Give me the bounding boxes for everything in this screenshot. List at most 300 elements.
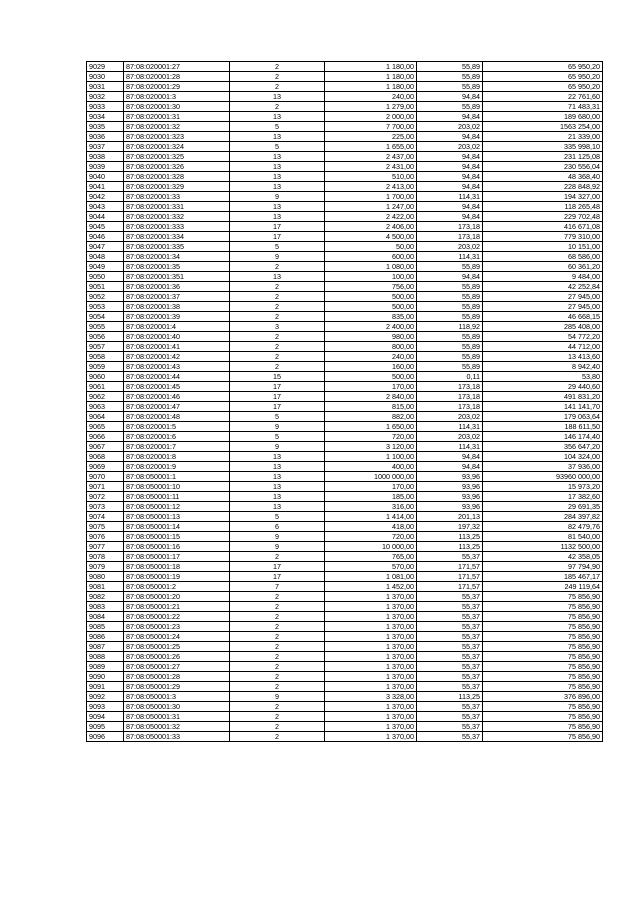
area-cell: 1 180,00 (325, 82, 417, 92)
area-cell: 1 279,00 (325, 102, 417, 112)
row-number-cell: 9046 (87, 232, 124, 242)
area-cell: 2 431,00 (325, 162, 417, 172)
area-cell: 1 370,00 (325, 682, 417, 692)
value-cell: 37 936,00 (483, 462, 603, 472)
area-cell: 500,00 (325, 292, 417, 302)
group-cell: 2 (230, 632, 325, 642)
area-cell: 2 422,00 (325, 212, 417, 222)
cadastral-number-cell: 87:08:020001:3 (124, 92, 230, 102)
row-number-cell: 9048 (87, 252, 124, 262)
area-cell: 4 500,00 (325, 232, 417, 242)
table-row (87, 672, 603, 682)
rate-cell: 94,84 (417, 172, 483, 182)
table-row (87, 662, 603, 672)
area-cell: 1 370,00 (325, 732, 417, 742)
rate-cell: 55,89 (417, 332, 483, 342)
area-cell: 1 180,00 (325, 72, 417, 82)
table-row (87, 172, 603, 182)
value-cell: 82 479,76 (483, 522, 603, 532)
area-cell: 10 000,00 (325, 542, 417, 552)
value-cell: 779 310,00 (483, 232, 603, 242)
rate-cell: 93,96 (417, 502, 483, 512)
row-number-cell: 9041 (87, 182, 124, 192)
table-row (87, 712, 603, 722)
cadastral-number-cell: 87:08:020001:331 (124, 202, 230, 212)
group-cell: 2 (230, 672, 325, 682)
area-cell: 500,00 (325, 372, 417, 382)
area-cell: 1 452,00 (325, 582, 417, 592)
group-cell: 17 (230, 402, 325, 412)
rate-cell: 55,37 (417, 682, 483, 692)
row-number-cell: 9063 (87, 402, 124, 412)
cadastral-number-cell: 87:08:050001:17 (124, 552, 230, 562)
table-row (87, 292, 603, 302)
area-cell: 2 413,00 (325, 182, 417, 192)
value-cell: 75 856,90 (483, 612, 603, 622)
row-number-cell: 9057 (87, 342, 124, 352)
cadastral-number-cell: 87:08:020001:31 (124, 112, 230, 122)
rate-cell: 114,31 (417, 252, 483, 262)
group-cell: 5 (230, 432, 325, 442)
cadastral-number-cell: 87:08:020001:38 (124, 302, 230, 312)
rate-cell: 55,37 (417, 552, 483, 562)
row-number-cell: 9042 (87, 192, 124, 202)
group-cell: 13 (230, 212, 325, 222)
rate-cell: 118,92 (417, 322, 483, 332)
area-cell: 1 650,00 (325, 422, 417, 432)
group-cell: 2 (230, 312, 325, 322)
rate-cell: 94,84 (417, 92, 483, 102)
area-cell: 240,00 (325, 92, 417, 102)
table-row (87, 592, 603, 602)
group-cell: 2 (230, 652, 325, 662)
row-number-cell: 9029 (87, 62, 124, 72)
cadastral-number-cell: 87:08:020001:326 (124, 162, 230, 172)
rate-cell: 94,84 (417, 272, 483, 282)
rate-cell: 94,84 (417, 152, 483, 162)
value-cell: 75 856,90 (483, 652, 603, 662)
table-row (87, 612, 603, 622)
row-number-cell: 9031 (87, 82, 124, 92)
cadastral-number-cell: 87:08:020001:334 (124, 232, 230, 242)
group-cell: 2 (230, 72, 325, 82)
cadastral-number-cell: 87:08:050001:25 (124, 642, 230, 652)
row-number-cell: 9037 (87, 142, 124, 152)
cadastral-number-cell: 87:08:020001:324 (124, 142, 230, 152)
row-number-cell: 9032 (87, 92, 124, 102)
value-cell: 46 668,15 (483, 312, 603, 322)
group-cell: 13 (230, 492, 325, 502)
area-cell: 720,00 (325, 532, 417, 542)
area-cell: 1 370,00 (325, 672, 417, 682)
cadastral-number-cell: 87:08:050001:16 (124, 542, 230, 552)
row-number-cell: 9090 (87, 672, 124, 682)
row-number-cell: 9034 (87, 112, 124, 122)
rate-cell: 55,37 (417, 722, 483, 732)
area-cell: 2 437,00 (325, 152, 417, 162)
cadastral-number-cell: 87:08:020001:39 (124, 312, 230, 322)
group-cell: 2 (230, 712, 325, 722)
rate-cell: 55,37 (417, 732, 483, 742)
area-cell: 600,00 (325, 252, 417, 262)
table-body (87, 62, 603, 742)
data-table (86, 61, 603, 742)
cadastral-number-cell: 87:08:050001:1 (124, 472, 230, 482)
group-cell: 5 (230, 412, 325, 422)
row-number-cell: 9039 (87, 162, 124, 172)
table-row (87, 422, 603, 432)
rate-cell: 55,89 (417, 102, 483, 112)
area-cell: 240,00 (325, 352, 417, 362)
row-number-cell: 9094 (87, 712, 124, 722)
rate-cell: 55,89 (417, 312, 483, 322)
table-row (87, 152, 603, 162)
group-cell: 2 (230, 352, 325, 362)
area-cell: 170,00 (325, 482, 417, 492)
row-number-cell: 9081 (87, 582, 124, 592)
group-cell: 13 (230, 472, 325, 482)
row-number-cell: 9051 (87, 282, 124, 292)
cadastral-number-cell: 87:08:020001:4 (124, 322, 230, 332)
rate-cell: 93,96 (417, 472, 483, 482)
value-cell: 75 856,90 (483, 682, 603, 692)
cadastral-number-cell: 87:08:050001:2 (124, 582, 230, 592)
value-cell: 104 324,00 (483, 452, 603, 462)
value-cell: 491 831,20 (483, 392, 603, 402)
group-cell: 3 (230, 322, 325, 332)
table-row (87, 682, 603, 692)
table-row (87, 342, 603, 352)
group-cell: 17 (230, 232, 325, 242)
value-cell: 22 761,60 (483, 92, 603, 102)
cadastral-number-cell: 87:08:020001:44 (124, 372, 230, 382)
table-row (87, 692, 603, 702)
row-number-cell: 9096 (87, 732, 124, 742)
row-number-cell: 9087 (87, 642, 124, 652)
cadastral-number-cell: 87:08:020001:47 (124, 402, 230, 412)
table-row (87, 142, 603, 152)
rate-cell: 197,32 (417, 522, 483, 532)
group-cell: 2 (230, 722, 325, 732)
area-cell: 1 370,00 (325, 642, 417, 652)
area-cell: 100,00 (325, 272, 417, 282)
table-row (87, 202, 603, 212)
area-cell: 815,00 (325, 402, 417, 412)
value-cell: 13 413,60 (483, 352, 603, 362)
value-cell: 146 174,40 (483, 432, 603, 442)
value-cell: 356 647,20 (483, 442, 603, 452)
group-cell: 7 (230, 582, 325, 592)
value-cell: 71 483,31 (483, 102, 603, 112)
table-row (87, 602, 603, 612)
group-cell: 2 (230, 662, 325, 672)
cadastral-number-cell: 87:08:020001:332 (124, 212, 230, 222)
value-cell: 29 440,60 (483, 382, 603, 392)
cadastral-number-cell: 87:08:050001:14 (124, 522, 230, 532)
area-cell: 2 400,00 (325, 322, 417, 332)
rate-cell: 203,02 (417, 142, 483, 152)
group-cell: 9 (230, 252, 325, 262)
area-cell: 1 370,00 (325, 722, 417, 732)
cadastral-number-cell: 87:08:050001:30 (124, 702, 230, 712)
area-cell: 1 081,00 (325, 572, 417, 582)
group-cell: 5 (230, 512, 325, 522)
group-cell: 13 (230, 172, 325, 182)
rate-cell: 55,89 (417, 362, 483, 372)
area-cell: 2 840,00 (325, 392, 417, 402)
cadastral-number-cell: 87:08:050001:33 (124, 732, 230, 742)
row-number-cell: 9044 (87, 212, 124, 222)
area-cell: 3 120,00 (325, 442, 417, 452)
row-number-cell: 9059 (87, 362, 124, 372)
rate-cell: 114,31 (417, 442, 483, 452)
area-cell: 1 370,00 (325, 702, 417, 712)
area-cell: 3 328,00 (325, 692, 417, 702)
rate-cell: 203,02 (417, 122, 483, 132)
area-cell: 1 370,00 (325, 602, 417, 612)
cadastral-number-cell: 87:08:020001:37 (124, 292, 230, 302)
area-cell: 400,00 (325, 462, 417, 472)
value-cell: 48 368,40 (483, 172, 603, 182)
value-cell: 179 063,64 (483, 412, 603, 422)
value-cell: 75 856,90 (483, 712, 603, 722)
value-cell: 97 794,90 (483, 562, 603, 572)
row-number-cell: 9065 (87, 422, 124, 432)
value-cell: 185 467,17 (483, 572, 603, 582)
value-cell: 1563 254,00 (483, 122, 603, 132)
group-cell: 9 (230, 542, 325, 552)
area-cell: 720,00 (325, 432, 417, 442)
row-number-cell: 9089 (87, 662, 124, 672)
value-cell: 118 265,48 (483, 202, 603, 212)
table-row (87, 392, 603, 402)
table-row (87, 532, 603, 542)
row-number-cell: 9079 (87, 562, 124, 572)
value-cell: 188 611,50 (483, 422, 603, 432)
value-cell: 15 973,20 (483, 482, 603, 492)
cadastral-number-cell: 87:08:020001:30 (124, 102, 230, 112)
area-cell: 1 080,00 (325, 262, 417, 272)
area-cell: 1 370,00 (325, 662, 417, 672)
group-cell: 13 (230, 482, 325, 492)
table-row (87, 722, 603, 732)
group-cell: 13 (230, 462, 325, 472)
table-row (87, 122, 603, 132)
value-cell: 17 382,60 (483, 492, 603, 502)
row-number-cell: 9058 (87, 352, 124, 362)
rate-cell: 94,84 (417, 132, 483, 142)
group-cell: 2 (230, 552, 325, 562)
rate-cell: 55,37 (417, 602, 483, 612)
cadastral-number-cell: 87:08:020001:42 (124, 352, 230, 362)
group-cell: 13 (230, 152, 325, 162)
value-cell: 44 712,00 (483, 342, 603, 352)
cadastral-number-cell: 87:08:020001:35 (124, 262, 230, 272)
rate-cell: 55,37 (417, 702, 483, 712)
cadastral-number-cell: 87:08:020001:351 (124, 272, 230, 282)
group-cell: 15 (230, 372, 325, 382)
rate-cell: 55,37 (417, 662, 483, 672)
group-cell: 13 (230, 452, 325, 462)
table-row (87, 282, 603, 292)
table-row (87, 272, 603, 282)
value-cell: 75 856,90 (483, 732, 603, 742)
row-number-cell: 9073 (87, 502, 124, 512)
row-number-cell: 9080 (87, 572, 124, 582)
table-row (87, 232, 603, 242)
rate-cell: 94,84 (417, 162, 483, 172)
area-cell: 1 370,00 (325, 632, 417, 642)
area-cell: 418,00 (325, 522, 417, 532)
row-number-cell: 9050 (87, 272, 124, 282)
area-cell: 170,00 (325, 382, 417, 392)
rate-cell: 55,37 (417, 642, 483, 652)
cadastral-number-cell: 87:08:050001:28 (124, 672, 230, 682)
rate-cell: 171,57 (417, 562, 483, 572)
row-number-cell: 9047 (87, 242, 124, 252)
row-number-cell: 9085 (87, 622, 124, 632)
cadastral-number-cell: 87:08:050001:24 (124, 632, 230, 642)
area-cell: 1 370,00 (325, 712, 417, 722)
cadastral-number-cell: 87:08:050001:21 (124, 602, 230, 612)
value-cell: 27 945,00 (483, 302, 603, 312)
cadastral-number-cell: 87:08:050001:3 (124, 692, 230, 702)
area-cell: 510,00 (325, 172, 417, 182)
row-number-cell: 9045 (87, 222, 124, 232)
rate-cell: 55,37 (417, 592, 483, 602)
cadastral-number-cell: 87:08:020001:32 (124, 122, 230, 132)
cadastral-number-cell: 87:08:050001:18 (124, 562, 230, 572)
row-number-cell: 9070 (87, 472, 124, 482)
row-number-cell: 9060 (87, 372, 124, 382)
row-number-cell: 9054 (87, 312, 124, 322)
group-cell: 2 (230, 612, 325, 622)
value-cell: 376 896,00 (483, 692, 603, 702)
rate-cell: 113,25 (417, 542, 483, 552)
table-row (87, 352, 603, 362)
area-cell: 1 414,00 (325, 512, 417, 522)
table-row (87, 412, 603, 422)
table-row (87, 482, 603, 492)
area-cell: 570,00 (325, 562, 417, 572)
rate-cell: 173,18 (417, 382, 483, 392)
area-cell: 1 370,00 (325, 592, 417, 602)
row-number-cell: 9075 (87, 522, 124, 532)
rate-cell: 113,25 (417, 692, 483, 702)
cadastral-number-cell: 87:08:050001:10 (124, 482, 230, 492)
row-number-cell: 9077 (87, 542, 124, 552)
row-number-cell: 9064 (87, 412, 124, 422)
rate-cell: 55,37 (417, 612, 483, 622)
group-cell: 5 (230, 122, 325, 132)
table-row (87, 442, 603, 452)
cadastral-number-cell: 87:08:020001:40 (124, 332, 230, 342)
area-cell: 160,00 (325, 362, 417, 372)
value-cell: 65 950,20 (483, 82, 603, 92)
cadastral-number-cell: 87:08:050001:13 (124, 512, 230, 522)
group-cell: 2 (230, 602, 325, 612)
value-cell: 75 856,90 (483, 702, 603, 712)
cadastral-number-cell: 87:08:020001:33 (124, 192, 230, 202)
value-cell: 194 327,00 (483, 192, 603, 202)
table-row (87, 732, 603, 742)
group-cell: 2 (230, 362, 325, 372)
table-row (87, 312, 603, 322)
table-row (87, 552, 603, 562)
value-cell: 9 484,00 (483, 272, 603, 282)
table-row (87, 382, 603, 392)
group-cell: 17 (230, 392, 325, 402)
table-row (87, 362, 603, 372)
value-cell: 29 691,35 (483, 502, 603, 512)
value-cell: 284 397,82 (483, 512, 603, 522)
table-row (87, 512, 603, 522)
table-row (87, 542, 603, 552)
row-number-cell: 9093 (87, 702, 124, 712)
rate-cell: 55,37 (417, 622, 483, 632)
rate-cell: 173,18 (417, 222, 483, 232)
value-cell: 141 141,70 (483, 402, 603, 412)
group-cell: 5 (230, 142, 325, 152)
group-cell: 2 (230, 702, 325, 712)
value-cell: 229 702,48 (483, 212, 603, 222)
area-cell: 225,00 (325, 132, 417, 142)
area-cell: 2 406,00 (325, 222, 417, 232)
area-cell: 765,00 (325, 552, 417, 562)
table-row (87, 262, 603, 272)
value-cell: 75 856,90 (483, 602, 603, 612)
cadastral-number-cell: 87:08:050001:12 (124, 502, 230, 512)
row-number-cell: 9071 (87, 482, 124, 492)
cadastral-number-cell: 87:08:020001:5 (124, 422, 230, 432)
group-cell: 2 (230, 62, 325, 72)
area-cell: 1000 000,00 (325, 472, 417, 482)
rate-cell: 173,18 (417, 402, 483, 412)
cadastral-number-cell: 87:08:020001:6 (124, 432, 230, 442)
group-cell: 13 (230, 132, 325, 142)
cadastral-number-cell: 87:08:020001:27 (124, 62, 230, 72)
table-row (87, 112, 603, 122)
value-cell: 81 540,00 (483, 532, 603, 542)
row-number-cell: 9036 (87, 132, 124, 142)
rate-cell: 55,37 (417, 632, 483, 642)
row-number-cell: 9086 (87, 632, 124, 642)
cadastral-number-cell: 87:08:020001:335 (124, 242, 230, 252)
table-row (87, 162, 603, 172)
group-cell: 17 (230, 382, 325, 392)
group-cell: 13 (230, 162, 325, 172)
row-number-cell: 9069 (87, 462, 124, 472)
cadastral-number-cell: 87:08:050001:23 (124, 622, 230, 632)
rate-cell: 55,37 (417, 652, 483, 662)
cadastral-number-cell: 87:08:050001:22 (124, 612, 230, 622)
cadastral-number-cell: 87:08:050001:26 (124, 652, 230, 662)
cadastral-number-cell: 87:08:020001:323 (124, 132, 230, 142)
table-row (87, 222, 603, 232)
row-number-cell: 9082 (87, 592, 124, 602)
area-cell: 2 000,00 (325, 112, 417, 122)
rate-cell: 55,37 (417, 672, 483, 682)
area-cell: 316,00 (325, 502, 417, 512)
value-cell: 230 556,04 (483, 162, 603, 172)
value-cell: 75 856,90 (483, 662, 603, 672)
group-cell: 6 (230, 522, 325, 532)
cadastral-number-cell: 87:08:050001:11 (124, 492, 230, 502)
rate-cell: 55,89 (417, 302, 483, 312)
rate-cell: 113,25 (417, 532, 483, 542)
table-row (87, 302, 603, 312)
row-number-cell: 9043 (87, 202, 124, 212)
